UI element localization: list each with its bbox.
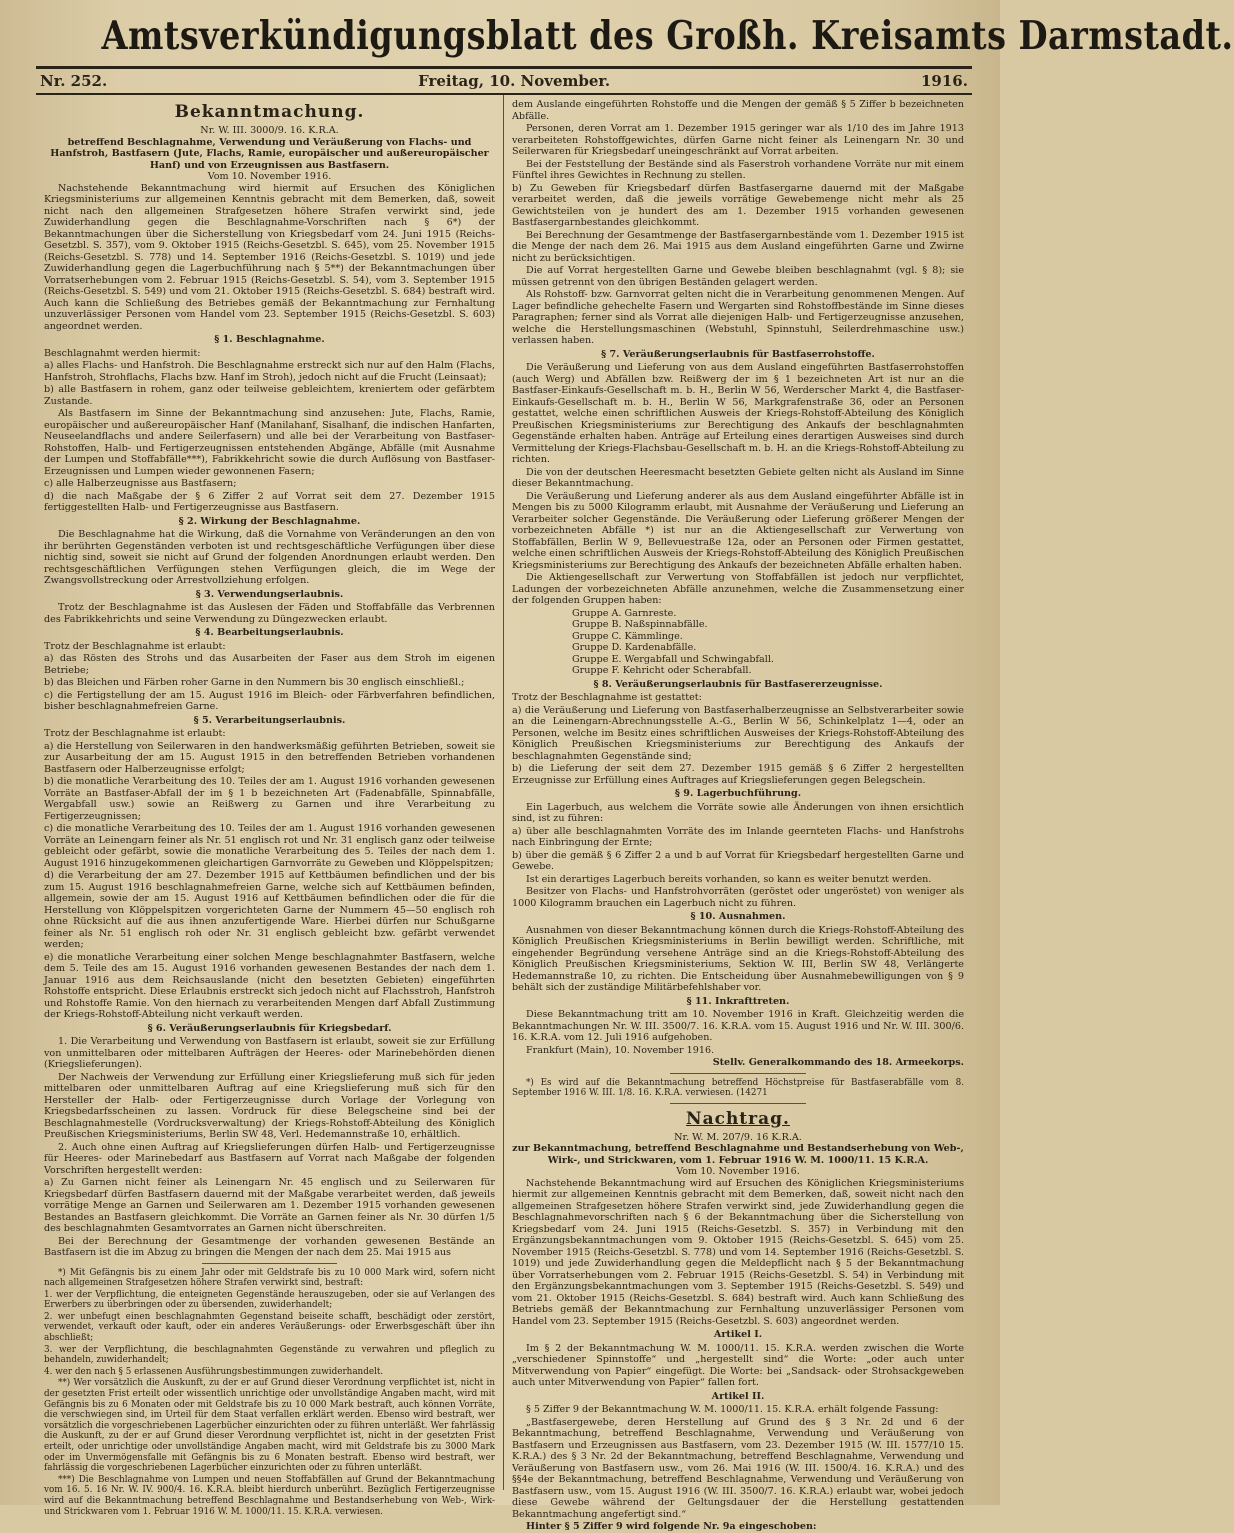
footnote: **) Wer vorsätzlich die Auskunft, zu der er auf Grund dieser Verordnung verpflichtet ist, nicht in der gesetzten Frist erteilt oder wissentlich unrichtige oder unvollständige Angaben macht, wird mit Gefängnis bis zu 6 Monaten oder mit Geldstrafe bis zu 10 000 Mark bestraft, auch können Vorräte, die verschwiegen sind, im Urteil für dem Staat verfallen erklärt werden. Ebenso wird bestraft, wer vorsätzlich die vorgeschriebenen Lagerbücher einzurichten oder zu führen unterläßt. Wer fahrlässig die Auskunft, zu der er auf Grund dieser Verordnung verpflichtet ist, nicht in der gesetzten Frist erteilt, oder unrichtige oder unvollständige Angaben macht, wird mit Geldstrafe bis zu 3000 Mark oder im Unvermögensfalle mit Gefängnis bis zu 6 Monaten bestraft. Ebenso wird bestraft, wer fahrlässig die vorgeschriebenen Lagerbücher einzurichten oder zu führen unterläßt. <box>44 1378 495 1474</box>
paragraph: Hinter § 5 Ziffer 9 wird folgende Nr. 9a eingeschoben: <box>526 1521 817 1533</box>
section-divider <box>670 1103 806 1104</box>
supplement-ref: Nr. W. M. 207/9. 16 K.R.A. <box>674 1131 802 1143</box>
list-item: a) über alle beschlagnahmten Vorräte des im Inlande geernteten Flachs- und Hanfstrohs nach Einbringung der Ernte; <box>512 825 964 848</box>
section-heading: § 4. Bearbeitungserlaubnis. <box>195 627 344 638</box>
paragraph: Trotz der Beschlagnahme ist erlaubt: <box>44 640 226 652</box>
list-item: d) die Verarbeitung der am 27. Dezember 1915 auf Kettbäumen befindlichen und der bis zum 15. August 1916 beschlagnahmefreien Garne, welche sich auf Kettbäumen befinden, allgemein, sowie der am 15. August 1916 auf Kettbäumen befindlichen oder die für die Herstellung von Klöppelspitzen vorgerichteten Garne der Nummern 45—50 englisch roh ohne Rücksicht auf die aus ihnen anzufertigende Ware. Hierbei dürfen nur Schußgarne feiner als Nr. 51 englisch roh oder Nr. 31 englisch gebleicht bzw. gefärbt verwendet werden; <box>44 870 495 950</box>
group-item: Gruppe D. Kardenabfälle. <box>572 642 697 653</box>
list-item: b) das Bleichen und Färben roher Garne in den Nummern bis 30 englisch einschließl.; <box>44 677 465 688</box>
paragraph: Als Rohstoff- bzw. Garnvorrat gelten nicht die in Verarbeitung genommenen Mengen. Auf Lager befindliche gehechelte Fasern und Wergarten sind Rohstoffbestände im Sinne dieses Paragraphen; ferner sind als Vorrat alle diejenigen Halb- und Fertigerzeugnisse anzusehen, welche die Herstellungsmaschinen (Webstuhl, Spinnstuhl, Seilerdrehmaschine usw.) verlassen haben. <box>512 289 964 346</box>
paragraph: Bei der Feststellung der Bestände sind als Faserstroh vorhandene Vorräte nur mit einem Fünftel ihres Gewichtes in Rechnung zu stellen. <box>512 158 964 181</box>
paragraph: Personen, deren Vorrat am 1. Dezember 1915 geringer war als 1/10 des im Jahre 1913 verarbeiteten Rohstoffgewichtes, dürfen Garne nicht feiner als Leinengarn Nr. 30 und Seilerwaren für Kriegsbedarf uneingeschränkt auf Vorrat arbeiten. <box>512 123 964 157</box>
paragraph: Diese Bekanntmachung tritt am 10. November 1916 in Kraft. Gleichzeitig werden die Bekanntmachungen Nr. W. III. 3500/7. 16. K.R.A. vom 15. August 1916 und Nr. W. III. 300/6. 16. K.R.A. vom 12. Juli 1916 aufgehoben. <box>512 1009 964 1043</box>
list-item: c) alle Halberzeugnisse aus Bastfasern; <box>44 478 237 489</box>
list-item: b) über die gemäß § 6 Ziffer 2 a und b auf Vorrat für Kriegsbedarf hergestellten Garne und Gewebe. <box>512 849 964 872</box>
footnote: *) Mit Gefängnis bis zu einem Jahr oder mit Geldstrafe bis zu 10 000 Mark wird, sofern nicht nach allgemeinen Strafgesetzen höhere Strafen verwirkt sind, bestraft: <box>44 1267 495 1289</box>
list-item: b) die Lieferung der seit dem 27. Dezember 1915 gemäß § 6 Ziffer 2 hergestellten Erzeugnisse zur Erfüllung eines Auftrages auf Kriegslieferungen gegen Belegschein. <box>512 763 964 786</box>
footnote-item: 2. wer unbefugt einen beschlagnahmten Gegenstand beiseite schafft, beschädigt oder zerstört, verwendet, verkauft oder kauft, oder ein anderes Veräußerungs- oder Erwerbsgeschäft über ihn abschließt; <box>44 1311 495 1344</box>
issue-number: Nr. 252. <box>40 72 108 90</box>
article-heading: Artikel I. <box>713 1329 763 1341</box>
paragraph: Die Beschlagnahme hat die Wirkung, daß die Vornahme von Veränderungen an den von ihr berührten Gegenständen verboten ist und rechtsgeschäftliche Verfügungen über diese nichtig sind, soweit sie nicht auf Grund der folgenden Anordnungen erlaubt werden. Den rechtsgeschäftlichen Verfügungen stehen Verfügungen gleich, die im Wege der Zwangsvollstreckung oder Arrestvollziehung erfolgen. <box>44 529 495 586</box>
announcement-subject: betreffend Beschlagnahme, Verwendung und Veräußerung von Flachs- und Hanfstroh, Bastfasern (Jute, Flachs, Ramie, europäischer und außereuropäischer Hanf) und von Erzeugnissen aus Bastfasern. <box>50 136 489 171</box>
list-item: c) die Fertigstellung der am 15. August 1916 im Bleich- oder Färbverfahren befindlichen, bisher beschlagnahmefreien Garne. <box>44 689 495 712</box>
paragraph: Beschlagnahmt werden hiermit: <box>44 347 201 359</box>
group-list <box>572 608 964 677</box>
footnote-item: 1. wer der Verpflichtung, die enteigneten Gegenstände herauszugeben, oder sie auf Verlangen des Erwerbers zu überbringen oder zu übersenden, zuwiderhandelt; <box>44 1289 495 1311</box>
paragraph: Die Veräußerung und Lieferung von aus dem Ausland eingeführten Bastfaserrohstoffen (auch Werg) und Abfällen bzw. Reißwerg der im § 1 bezeichneten Art ist nur an die Bastfaser-Einkaufs-Gesellschaft m. b. H., Berlin W 56, Werderscher Markt 4, die Bastfaser-Einkaufs-Gesellschaft m. b. H., Berlin W 56, Markgrafenstraße 36, oder an Personen gestattet, welche einen schriftlichen Ausweis der Kriegs-Rohstoff-Abteilung des Königlich Preußischen Kriegsministeriums zur Berechtigung des Ankaufs der beschlagnahmten Gegenstände erhalten haben. Anträge auf Erteilung eines derartigen Ausweises sind durch Vermittelung der Kriegs-Flachsbau-Gesellschaft m. b. H. an die Kriegs-Rohstoff-Abteilung zu richten. <box>512 362 964 465</box>
paragraph: Die auf Vorrat hergestellten Garne und Gewebe bleiben beschlagnahmt (vgl. § 8); sie müssen getrennt von den übrigen Beständen gelagert werden. <box>512 265 964 288</box>
footnote-divider <box>202 1263 337 1264</box>
note-text: *) Es wird auf die Bekanntmachung betreffend Höchstpreise für Bastfaserabfälle vom 8. September 1916 W. III. 1/8. 16. K.R.A. verwiesen. <box>512 1077 964 1099</box>
section-heading: § 11. Inkrafttreten. <box>686 995 790 1007</box>
paragraph: Nachstehende Bekanntmachung wird hiermit auf Ersuchen des Königlichen Kriegsministeriums zur allgemeinen Kenntnis gebracht mit dem Bemerken, daß, soweit nicht nach den allgemeinen Strafgesetzen höhere Strafen verwirkt sind, jede Zuwiderhandlung gegen die Beschlagnahme-Vorschriften nach § 6*) der Bekanntmachungen über die Sicherstellung von Kriegsbedarf vom 24. Juni 1915 (Reichs-Gesetzbl. S. 357), vom 9. Oktober 1915 (Reichs-Gesetzbl. S. 645), vom 25. November 1915 (Reichs-Gesetzbl. S. 778) und 14. September 1916 (Reichs-Gesetzbl. S. 1019) und jede Zuwiderhandlung gegen die Lagerbuchführung nach § 5**) der Bekanntmachungen über Vorratserhebungen vom 2. Februar 1915 (Reichs-Gesetzbl. S. 54), vom 3. September 1915 (Reichs-Gesetzbl. S. 549) und vom 21. Oktober 1915 (Reichs-Gesetzbl. S. 684) bestraft wird. Auch kann die Schließung des Betriebes gemäß der Bekanntmachung zur Fernhaltung unzuverlässiger Personen vom Handel vom 23. September 1915 (Reichs-Gesetzbl. S. 603) angeordnet werden. <box>44 182 495 332</box>
place-date: Frankfurt (Main), 10. November 1916. <box>526 1044 715 1056</box>
paragraph: dem Auslande eingeführten Rohstoffe und die Mengen der gemäß § 5 Ziffer b bezeichneten Abfälle. <box>512 99 964 122</box>
footnote: ***) Die Beschlagnahme von Lumpen und neuen Stoffabfällen auf Grund der Bekanntmachung vom 16. 5. 16 Nr. W. IV. 900/4. 16. K.R.A. bleibt hierdurch unberührt. Bezüglich Fertigerzeugnisse wird auf die Bekanntmachung betreffend Beschlagnahme und Bestandserhebung von Web-, Wirk- und Strickwaren vom 1. Februar 1916 W. M. 1000/11. 15. K.R.A. verwiesen. <box>44 1474 495 1517</box>
list-item: b) Zu Geweben für Kriegsbedarf dürfen Bastfasergarne dauernd mit der Maßgabe verarbeitet werden, daß die jeweils vorrätige Gewebemenge nicht mehr als 25 Gewichtsteilen von je hundert des am 1. Dezember 1915 vorhanden gewesenen Bastfasergarnbestandes gleichkommt. <box>512 182 964 228</box>
issue-line <box>36 66 972 95</box>
left-column <box>36 95 504 1517</box>
group-item: Gruppe E. Wergabfall und Schwingabfall. <box>572 653 774 665</box>
list-item: d) die nach Maßgabe der § 6 Ziffer 2 auf Vorrat seit dem 27. Dezember 1915 fertiggestellten Halb- und Fertigerzeugnisse aus Bastfasern. <box>44 490 495 513</box>
section-heading: § 9. Lagerbuchführung. <box>674 788 802 799</box>
paragraph: Der Nachweis der Verwendung zur Erfüllung einer Kriegslieferung muß sich für jeden mittelbaren oder unmittelbaren Auftrag auf eine Kriegslieferung muß sich für den Hersteller der Halb- oder Fertigerzeugnisse durch Vorlage der Vorlegung von Kriegsbedarfsscheinen zu lassen. Vordruck für diese Belegscheine sind bei der Beschlagnahmestelle (Vordrucksverwaltung) der Kriegs-Rohstoff-Abteilung des Königlich Preußischen Kriegsministeriums, Berlin SW 48, Verl. Hedemannstraße 10, erhältlich. <box>44 1071 495 1140</box>
text-columns <box>36 95 972 1533</box>
footnote-item: 4. wer den nach § 5 erlassenen Ausführungsbestimmungen zuwiderhandelt. <box>44 1366 384 1377</box>
section-heading: § 1. Beschlagnahme. <box>214 334 325 345</box>
paragraph: Bei Berechnung der Gesamtmenge der Bastfasergarnbestände vom 1. Dezember 1915 ist die Menge der nach dem 26. Mai 1915 aus dem Ausland eingeführten Garne und Zwirne nicht zu berücksichtigen. <box>512 229 964 264</box>
section-heading: § 5. Verarbeitungserlaubnis. <box>193 714 346 726</box>
list-item: a) die Herstellung von Seilerwaren in den handwerksmäßig geführten Betrieben, soweit sie zur Ausarbeitung der am 15. August 1915 in den betreffenden Betrieben vorhandenen Bastfasern oder Halberzeugnisse erfolgt; <box>44 740 495 775</box>
paragraph: Trotz der Beschlagnahme ist erlaubt: <box>44 728 226 739</box>
note-number: (14271 <box>736 1088 768 1099</box>
group-item: Gruppe C. Kämmlinge. <box>572 630 683 642</box>
paragraph: Im § 2 der Bekanntmachung W. M. 1000/11. 15. K.R.A. werden zwischen die Worte „verschiedener Spinnstoffe“ und „hergestellt sind“ die Worte: „oder auch unter Mitverwendung von Papier“ eingefügt. Die Worte: bei „Sandsack- oder Strohsackgeweben auch unter Mitverwendung von Papier“ fallen fort. <box>512 1342 964 1389</box>
list-item: b) die monatliche Verarbeitung des 10. Teiles der am 1. August 1916 vorhanden gewesenen Vorräte an Bastfaser-Abfall der im § 1 b bezeichneten Art (Fadenabfälle, Spinnabfälle, Wergabfall usw.) sowie an Reißwerg zu Garnen und ihre Verarbeitung zu Fertigerzeugnissen; <box>44 776 495 822</box>
group-item: Gruppe B. Naßspinnabfälle. <box>572 619 708 630</box>
paragraph: Nachstehende Bekanntmachung wird auf Ersuchen des Königlichen Kriegsministeriums hiermit zur allgemeinen Kenntnis gebracht mit dem Bemerken, daß, soweit nicht nach den allgemeinen Strafgesetzen höhere Strafen verwirkt sind, jede Zuwiderhandlung gegen die Beschlagnahmevorschriften nach § 6 der Bekanntmachung über die Sicherstellung von Kriegsbedarf vom 24. Juni 1915 (Reichs-Gesetzbl. S. 357) in Verbindung mit den Ergänzungsbekanntmachungen vom 9. Oktober 1915 (Reichs-Gesetzbl. S. 645) vom 25. November 1915 (Reichs-Gesetzbl. S. 778) und vom 14. September 1916 (Reichs-Gesetzbl. S. 1019) und jede Zuwiderhandlung gegen die Meldepflicht nach § 5 der Bekanntmachung über Vorratserhebungen vom 2. Februar 1915 (Reichs-Gesetzbl. S. 54) in Verbindung mit den Ergänzungsbekanntmachungen vom 3. September 1915 (Reichs-Gesetzbl. S. 549) und vom 21. Oktober 1915 (Reichs-Gesetzbl. S. 684) bestraft wird. Auch kann Schließung des Betriebs gemäß der Bekanntmachung zur Fernhaltung unzuverlässiger Personen vom Handel vom 23. September 1915 (Reichs-Gesetzbl. S. 603) angeordnet werden. <box>512 1177 964 1327</box>
supplement-subject: zur Bekanntmachung, betreffend Beschlagnahme und Bestandserhebung von Web-, Wirk-, und Strickwaren, vom 1. Februar 1916 W. M. 1000/11. 15 K.R.A. <box>512 1143 964 1166</box>
footnote-item: 3. wer der Verpflichtung, die beschlagnahmten Gegenstände zu verwahren und pfleglich zu behandeln, zuwiderhandelt; <box>44 1344 495 1366</box>
paragraph: „Bastfasergewebe, deren Herstellung auf Grund des § 3 Nr. 2d und 6 der Bekanntmachung, betreffend Beschlagnahme, Verwendung und Veräußerung von Bastfasern und Erzeugnissen aus Bastfasern, vom 23. Dezember 1915 (W. III. 1577/10 15. K.R.A.) des § 3 Nr. 2d der Bekanntmachung, betreffend Beschlagnahme, Verwendung und Veräußerung von Bastfasern usw., vom 26. Mai 1916 (W. III. 1500/4. 16. K.R.A.) und des §§4e der Bekanntmachung, betreffend Beschlagnahme, Verwendung und Veräußerung von Bastfasern usw., vom 15. August 1916 (W. III. 3500/7. 16. K.R.A.) erlaubt war, wobei jedoch diese Gewebe während der Geltungsdauer der die Herstellung gestattenden Bekanntmachung angefertigt sind.“ <box>512 1416 964 1520</box>
paragraph: Bei der Berechnung der Gesamtmenge der vorhanden gewesenen Bestände an Bastfasern ist die im Abzug zu bringen die Mengen der nach dem 25. Mai 1915 aus <box>44 1235 495 1258</box>
supplement-heading: Nachtrag. <box>686 1108 790 1129</box>
paragraph: § 5 Ziffer 9 der Bekanntmachung W. M. 1000/11. 15. K.R.A. erhält folgende Fassung: <box>526 1404 939 1416</box>
paragraph: Ein Lagerbuch, aus welchem die Vorräte sowie alle Änderungen von ihnen ersichtlich sind, ist zu führen: <box>512 801 964 824</box>
paragraph: 1. Die Verarbeitung und Verwendung von Bastfasern ist erlaubt, soweit sie zur Erfüllung von unmittelbaren oder mittelbaren Aufträgen der Heeres- oder Marinebehörden dienen (Kriegslieferungen). <box>44 1036 495 1070</box>
list-item: a) das Rösten des Strohs und das Ausarbeiten der Faser aus dem Stroh im eigenen Betriebe; <box>44 653 495 676</box>
section-heading: § 7. Veräußerungserlaubnis für Bastfaserrohstoffe. <box>601 348 875 360</box>
paragraph: Besitzer von Flachs- und Hanfstrohvorräten (geröstet oder ungeröstet) von weniger als 1000 Kilogramm brauchen ein Lagerbuch nicht zu führen. <box>512 886 964 909</box>
list-item: b) alle Bastfasern in rohem, ganz oder teilweise gebleichtem, kreniertem oder gefärbtem Zustande. <box>44 384 495 407</box>
section-heading: § 8. Veräußerungserlaubnis für Bastfasererzeugnisse. <box>593 678 883 690</box>
issue-year: 1916. <box>921 72 968 90</box>
list-item: c) die monatliche Verarbeitung des 10. Teiles der am 1. August 1916 vorhanden gewesenen Vorräte an Leinengarn feiner als Nr. 51 englisch rot und Nr. 31 englisch ganz oder teilweise gebleicht oder gefärbt, sowie die monatliche Verarbeitung des 5. Teiles der nach dem 1. August 1916 hinzugekommenen gleichartigen Garnvorräte zu Geweben und Klöppelspitzen; <box>44 823 495 869</box>
paragraph: 2. Auch ohne einen Auftrag auf Kriegslieferungen dürfen Halb- und Fertigerzeugnisse für Heeres- oder Marinebedarf aus Bastfasern auf Vorrat nach Maßgabe der folgenden Vorschriften hergestellt werden: <box>44 1141 495 1176</box>
section-heading: § 3. Verwendungserlaubnis. <box>195 588 344 600</box>
paragraph: Ausnahmen von dieser Bekanntmachung können durch die Kriegs-Rohstoff-Abteilung des Königlich Preußischen Kriegsministeriums in Berlin bewilligt werden. Schriftliche, mit eingehender Begründung versehene Anträge sind an die Kriegs-Rohstoff-Abteilung des Königlich Preußischen Kriegsministeriums, Sektion W. III, Berlin SW 48, Verlängerte Hedemannstraße 10, zu richten. Die Entscheidung über Ausnahmebewilligungen von § 9 behält sich der zuständige Militärbefehlshaber vor. <box>512 924 964 993</box>
supplement-date: Vom 10. November 1916. <box>676 1166 800 1178</box>
paragraph: Als Bastfasern im Sinne der Bekanntmachung sind anzusehen: Jute, Flachs, Ramie, europäischer und außereuropäischer Hanf (Manilahanf, Sisalhanf, die indischen Hanfarten, Neuseelandflachs und andere Seilerfasern) und alle bei der Verarbeitung von Bastfaser-Rohstoffen, Halb- und Fertigerzeugnissen entstehenden Abgänge, Abfälle (mit Ausnahme der Lumpen und Stoffabfälle***), Fabrikkehricht sowie die durch Auflösung von Bastfaser-Erzeugnissen und Lumpen wieder gewonnenen Fasern; <box>44 408 495 477</box>
section-heading: § 6. Veräußerungserlaubnis für Kriegsbedarf. <box>147 1022 392 1034</box>
section-heading: § 2. Wirkung der Beschlagnahme. <box>178 515 361 527</box>
group-item: Gruppe A. Garnreste. <box>572 607 677 619</box>
list-item: e) die monatliche Verarbeitung einer solchen Menge beschlagnahmter Bastfasern, welche dem 5. Teile des am 15. August 1916 vorhanden gewesenen Bestandes der nach dem 1. Januar 1916 aus dem Reichsauslande (nicht den besetzten Gebieten) eingeführten Rohstoffe entspricht. Diese Erlaubnis erstreckt sich jedoch nicht auf Flachsstroh, Hanfstroh und Rohstoffe Ramie. Von den hiernach zu verarbeitenden Mengen darf Abfall Zustimmung der Kriegs-Rohstoff-Abteilung nicht verkauft werden. <box>44 951 495 1020</box>
right-column <box>504 95 972 1533</box>
signature-line: Stellv. Generalkommando des 18. Armeekorps. <box>712 1057 964 1068</box>
paragraph: Die Veräußerung und Lieferung anderer als aus dem Ausland eingeführter Abfälle ist in Mengen bis zu 5000 Kilogramm erlaubt, mit Ausnahme der Veräußerung und Lieferung an Verarbeiter solcher Gegenstände. Die Veräußerung oder Lieferung größerer Mengen der vorbezeichneten Abfälle *) ist nur an die Aktiengesellschaft zur Verwertung von Stoffabfällen, Berlin W 9, Bellevuestraße 12a, oder an Personen oder Firmen gestattet, welche einen schriftlichen Ausweis der Kriegs-Rohstoff-Abteilung des Königlich Preußischen Kriegsministeriums zur Berechtigung des Ankaufs der bezeichneten Abfälle erhalten haben. <box>512 490 964 571</box>
list-item: a) alles Flachs- und Hanfstroh. Die Beschlagnahme erstreckt sich nur auf den Halm (Flachs, Hanfstroh, Strohflachs, Flachs bzw. Hanf im Stroh), jedoch nicht auf die Frucht (Leinsaat); <box>44 360 495 383</box>
paragraph: Die Aktiengesellschaft zur Verwertung von Stoffabfällen ist jedoch nur verpflichtet, Ladungen der vorbezeichneten Abfälle anzunehmen, welche die Zusammensetzung einer der folgenden Gruppen haben: <box>512 572 964 606</box>
announcement-heading: Bekanntmachung. <box>174 102 365 122</box>
paragraph: Die von der deutschen Heeresmacht besetzten Gebiete gelten nicht als Ausland im Sinne dieser Bekanntmachung. <box>512 466 964 489</box>
paragraph: Trotz der Beschlagnahme ist das Auslesen der Fäden und Stoffabfälle das Verbrennen des Fabrikkehrichts und seine Verwendung zu Düngezwecken erlaubt. <box>44 602 495 625</box>
group-item: Gruppe F. Kehricht oder Scherabfall. <box>572 665 752 676</box>
note-divider <box>670 1073 806 1074</box>
list-item: a) die Veräußerung und Lieferung von Bastfaserhalberzeugnisse an Selbstverarbeiter sowie an die Leinengarn-Abrechnungsstelle A.-G., Berlin W 56, Schinkelplatz 1—4, oder an Personen, welche im Besitz eines schriftlichen Ausweises der Kriegs-Rohstoff-Abteilung des Königlich Preußischen Kriegsministeriums zur Berechtigung des Ankaufs der beschlagnahmten Gegenstände sind; <box>512 704 964 762</box>
paragraph: Ist ein derartiges Lagerbuch bereits vorhanden, so kann es weiter benutzt werden. <box>526 873 932 885</box>
footnote <box>512 1078 964 1099</box>
footnotes <box>44 1268 495 1518</box>
section-heading: § 10. Ausnahmen. <box>690 911 786 922</box>
paragraph: Trotz der Beschlagnahme ist gestattet: <box>512 692 702 703</box>
announcement-date: Vom 10. November 1916. <box>207 171 332 182</box>
list-item: a) Zu Garnen nicht feiner als Leinengarn Nr. 45 englisch und zu Seilerwaren für Kriegsbedarf dürfen Bastfasern dauernd mit der Maßgabe verarbeitet werden, daß jeweils vorrätige Menge an Garnen und Seilerwaren am 1. Dezember 1915 vorhanden gewesenen Bestandes an Bastfasern gleichkommt. Die Vorräte an Garnen feiner als Nr. 30 dürfen 1/5 des beschlagnahmten Gesamtvorrates an Garnen nicht überschreiten. <box>44 1177 495 1234</box>
article-heading: Artikel II. <box>711 1390 765 1402</box>
masthead-title: Amtsverkündigungsblatt des Großh. Kreisamts Darmstadt. <box>101 13 1234 59</box>
announcement-ref: Nr. W. III. 3000/9. 16. K.R.A. <box>200 125 339 136</box>
issue-date: Freitag, 10. November. <box>418 72 611 90</box>
